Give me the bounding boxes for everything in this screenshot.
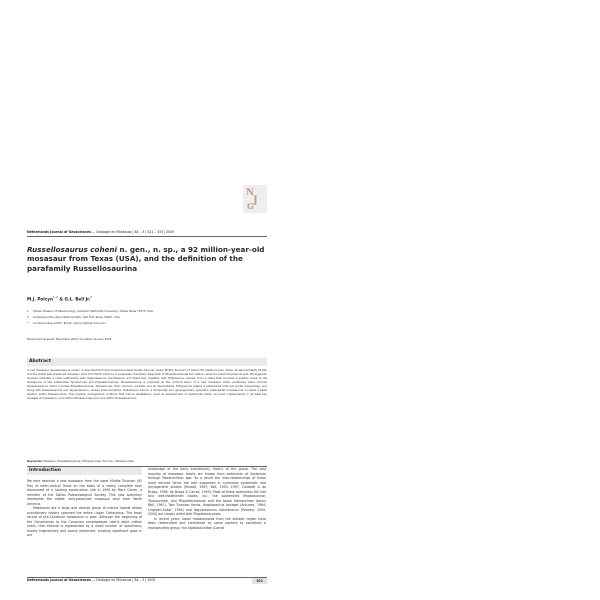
paragraph: We here describe a new mosasaur from the lower Middle Turonian (92 Ma) of north-central Texas on the basis of a nearly complete skull discovered at a housing construction site in 1990 by Mark Cohen, a member of the Dallas Paleontological Society. This new specimen represents the oldest, well-preserved mosasaur skull from North America. [27,479,142,506]
keywords-values: Mosasaur, Plioplatecarpinae, Tethysaurinae, Turonian, Mosasauridae [42,460,134,463]
logo-glyph-g: G [247,201,254,211]
journal-header [27,230,267,234]
affiliation-number: 2 [27,315,29,319]
author-1-affiliations: 1, 2 [52,296,58,299]
page-number: 321 [252,578,267,584]
header-rule [27,236,267,237]
corresponding-author-email: Corresponding author. Email: mpolcyn@mail.smu.edu [33,321,106,325]
affiliation-1 [27,309,287,313]
introduction-heading-box [27,467,142,475]
keywords-label: Keywords: [27,460,43,463]
journal-name: Netherlands Journal of Geosciences [27,230,91,234]
paragraph: knowledge of the early evolutionary history of the group. The vast majority of mosasaur fossils are known from sediments of Santonian through Maastrichtian age. As a result the inter-relationships of these more derived forms are well supported in numerous systematic and phylogenetic studies (Russell, 1967; Bell, 1993, 1997; Caldwell & de Braga, 1998; de Braga & Carroll, 1993). Most of these specimens fall into four well-established clades, viz., the subfamilies Mosasaurinae, Tylosaurinae, and Plioplatecarpinae and the taxon Halisaurinae (sensu Bell, 1997). Two Turonian forms, Angolasaurus bocagei (Antunes, 1964; Lingham-Soliar, 1994) and Yaguarasaurus columbianus (Paramo, 1994, 2000) are closely allied with Plioplatecarpinae. [148,467,266,516]
corresponding-author [27,321,287,325]
abstract-heading: Abstract [29,359,52,365]
footer-issue-info: — Geologie en Mijnbouw | 84 – 3 | 2005 [90,578,156,582]
keywords [27,460,267,463]
affiliation-number: * [27,321,29,325]
affiliation-2 [27,315,287,319]
title-rest: n. gen., n. sp., a 92 million-year-old mosasaur from Texas (USA), and the definition of the parafamily Russellosaurina [27,245,265,273]
affiliation-number: 1 [27,309,29,313]
journal-issue-info: — Geologie en Mijnbouw | 84 – 3 | 321 – 333 | 2005 [90,230,175,234]
author-2: & G.L. Bell Jr. [57,296,91,302]
logo-glyph-n: N [246,188,255,198]
paragraph: In recent years, basal mosasauroids from the Adriatic region have been redescribed and considered by some workers to constitute a monophyletic group, the Aigialosauridae (Carroll [148,516,266,530]
author-line [27,296,267,301]
left-column [27,479,142,538]
journal-logo [243,185,267,213]
abstract-heading-box [27,358,267,366]
author-2-affiliations: 2 [90,296,92,299]
affiliation-text: Guadalupe Mountains National Park, Salt Flat, Texas 79847, USA. [33,315,121,319]
affiliation-text: Shuler Museum of Paleontology, Southern Methodist University, Dallas Texas 75275, USA. [33,309,154,313]
right-column [148,467,266,530]
introduction-heading: Introduction [29,468,62,474]
paragraph: Mosasaurs are a large and diverse group of marine lizards whose evolutionary history spanned the entire Upper Cretaceous. The fossil record of pre-Coniacian mosasaurs is poor. Although the beginning of the Cenomanian to the Coniacian encompasses nearly eight million years, that interval is represented by a small number of specimens, mostly fragmentary and poorly preserved, creating significant gaps in our [27,506,142,537]
article-title [27,245,267,273]
abstract-text: A new mosasaur, Russellosaurus coheni, is described from the Coniacian-lowest middle Turonian (lower Middle Turonian) of Cedar Hill, Dallas County, Texas. At approximately 92 Ma, it is the oldest well-preserved mosasaur skull from North America. It possesses characters diagnostic of Plioplatecarpinae but retains numerous plesiomorphies as well. Phylogenetic analysis indicates a close relationship with Yaguarasaurus columbianus, and these two, together with Tethysaurus nopcsai, form a clade that occupies a position basal to the divergence of the subfamilies Tylosaurinae and Plioplatecarpinae. Russellosaurina is proposed as the nominal taxon of a new mosasaur clade, parafamily taxon termed Russellosaurina, which includes Plioplatecarpinae, Tylosaurinae, their common ancestor and all descendants. Tethysaurus retains a plesiopedal limb and girdle morphology, and along with Russellosaurus and Yaguarasaurus, ranked plesiomorphies. Dallasaurus turneri, a temporally and geographically sympatric plesiopedal mosasauroid occupies a basal position within Mosasaurinae. This phyletic arrangement confirms that marine adaptations, such as development of paddle-like limbs, occurred independently in at least two lineages of mosasaurs, once within Mosasaurinae and once within Russellosaurina. [27,369,267,400]
page-footer [27,578,267,586]
logo-glyph-j: J [253,195,258,206]
title-species-name: Russellosaurus coheni [27,245,118,254]
author-1: M.J. Polcyn [27,296,53,302]
footer-journal-name: Netherlands Journal of Geosciences [27,578,91,582]
manuscript-dates: Manuscript received: November 2004; accepted: January 2005 [27,337,112,341]
